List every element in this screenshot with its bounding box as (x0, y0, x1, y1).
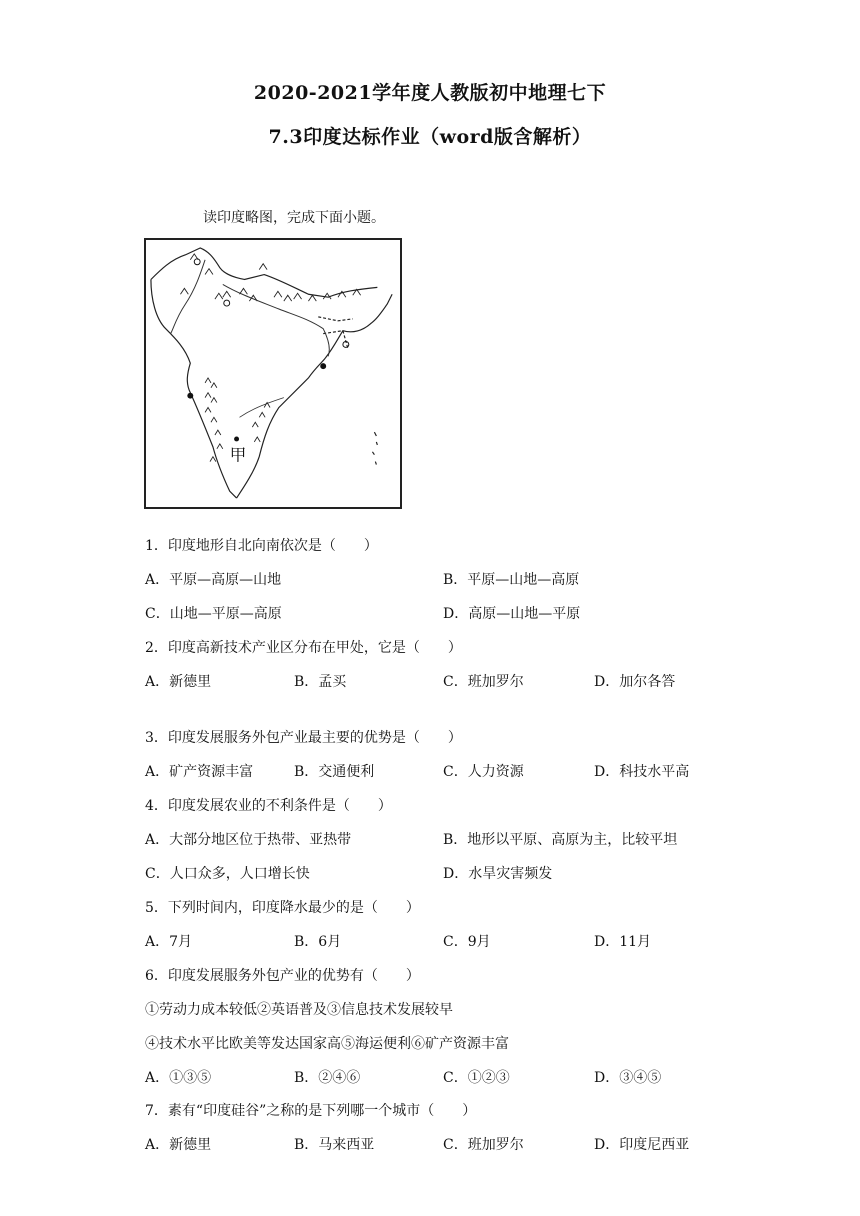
q5-option-a[interactable]: A．7月 (145, 934, 193, 950)
q7-option-d[interactable]: D．印度尼西亚 (594, 1137, 690, 1153)
map-coast-west (151, 279, 237, 498)
city-dot-kolkata (320, 363, 326, 369)
q6-option-a[interactable]: A．①③⑤ (145, 1070, 212, 1086)
q2-option-c[interactable]: C．班加罗尔 (443, 674, 524, 690)
document-subtitle: 7.3印度达标作业（word版含解析） (268, 126, 592, 148)
question-4-stem: 4．印度发展农业的不利条件是（ ） (145, 798, 392, 814)
q6-statement-1: ①劳动力成本较低②英语普及③信息技术发展较早 (145, 1002, 453, 1018)
india-map-drawing (146, 240, 400, 507)
q4-option-d[interactable]: D．水旱灾害频发 (443, 866, 553, 882)
city-dot-mumbai (187, 393, 193, 399)
q3-option-b[interactable]: B．交通便利 (294, 764, 375, 780)
document-title: 2020-2021学年度人教版初中地理七下 (253, 82, 607, 104)
q3-option-a[interactable]: A．矿产资源丰富 (145, 764, 254, 780)
q2-option-a[interactable]: A．新德里 (145, 674, 212, 690)
q1-option-c[interactable]: C．山地—平原—高原 (145, 606, 282, 622)
q6-option-b[interactable]: B．②④⑥ (294, 1070, 361, 1086)
q2-option-d[interactable]: D．加尔各答 (594, 674, 676, 690)
q2-option-b[interactable]: B．孟买 (294, 674, 347, 690)
q6-option-c[interactable]: C．①②③ (443, 1070, 510, 1086)
q7-option-c[interactable]: C．班加罗尔 (443, 1137, 524, 1153)
q1-option-d[interactable]: D．高原—山地—平原 (443, 606, 581, 622)
question-1-stem: 1．印度地形自北向南依次是（ ） (145, 538, 378, 554)
q1-option-a[interactable]: A．平原—高原—山地 (145, 572, 282, 588)
map-label-jia: 甲 (229, 444, 247, 465)
map-border-east (325, 294, 392, 358)
islands (372, 432, 377, 464)
q4-option-a[interactable]: A．大部分地区位于热带、亚热带 (145, 832, 352, 848)
q5-option-c[interactable]: C．9月 (443, 934, 491, 950)
city-dot-bangalore (234, 437, 239, 442)
india-map (144, 238, 402, 509)
question-3-stem: 3．印度发展服务外包产业最主要的优势是（ ） (145, 730, 462, 746)
q5-option-b[interactable]: B．6月 (294, 934, 342, 950)
city-ring-north (194, 259, 200, 265)
q7-option-a[interactable]: A．新德里 (145, 1137, 212, 1153)
question-7-stem: 7．素有“印度硅谷”之称的是下列哪一个城市（ ） (145, 1103, 477, 1119)
q7-option-b[interactable]: B．马来西亚 (294, 1137, 375, 1153)
indus-river (171, 260, 205, 334)
q6-option-d[interactable]: D．③④⑤ (594, 1070, 662, 1086)
question-intro: 读印度略图，完成下面小题。 (203, 210, 385, 226)
q1-option-b[interactable]: B．平原—山地—高原 (443, 572, 580, 588)
question-6-stem: 6．印度发展服务外包产业的优势有（ ） (145, 968, 420, 984)
q4-option-c[interactable]: C．人口众多，人口增长快 (145, 866, 310, 882)
q5-option-d[interactable]: D．11月 (594, 934, 652, 950)
q3-option-d[interactable]: D．科技水平高 (594, 764, 690, 780)
question-2-stem: 2．印度高新技术产业区分布在甲处，它是（ ） (145, 640, 462, 656)
q4-option-b[interactable]: B．地形以平原、高原为主，比较平坦 (443, 832, 678, 848)
city-ring-delhi (224, 300, 230, 306)
q3-option-c[interactable]: C．人力资源 (443, 764, 524, 780)
map-coast-east (237, 358, 326, 498)
q6-statement-2: ④技术水平比欧美等发达国家高⑤海运便利⑥矿产资源丰富 (145, 1036, 509, 1052)
peninsula-river (240, 398, 284, 418)
question-5-stem: 5．下列时间内，印度降水最少的是（ ） (145, 900, 420, 916)
